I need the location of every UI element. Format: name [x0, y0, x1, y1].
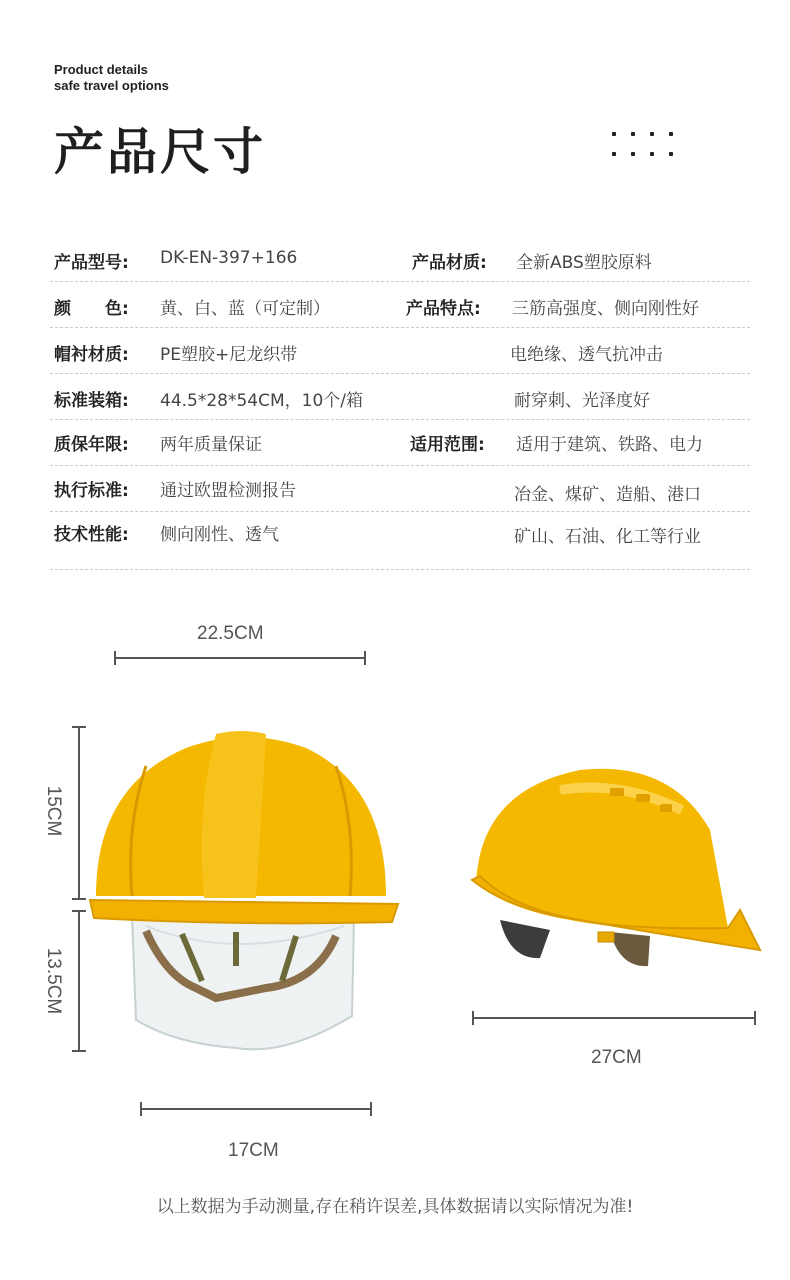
- side-length-label: 27CM: [591, 1047, 642, 1068]
- visor-height-bar: [78, 910, 80, 1052]
- helmet-height-label: 15CM: [43, 785, 64, 837]
- spec-row: [50, 328, 750, 374]
- front-width-label: 22.5CM: [197, 623, 264, 644]
- spec-row: [50, 374, 750, 420]
- spec-value: 44.5*28*54CM，10个/箱: [160, 391, 364, 411]
- spec-value-2: 矿山、石油、化工等行业: [514, 527, 701, 547]
- side-length-bar: [472, 1017, 756, 1019]
- measurement-disclaimer: 以上数据为手动测量,存在稍许误差,具体数据请以实际情况为准!: [156, 1197, 634, 1217]
- spec-value: 黄、白、蓝（可定制）: [160, 299, 330, 319]
- kicker-line-1: Product details: [54, 62, 148, 77]
- spec-value-2: 三筋高强度、侧向刚性好: [512, 299, 699, 319]
- row-divider: [50, 569, 750, 570]
- spec-value-2: 全新ABS塑胶原料: [516, 253, 652, 273]
- front-width-bar: [114, 657, 366, 659]
- spec-value: 侧向刚性、透气: [160, 525, 279, 545]
- spec-label: 颜 色:: [54, 299, 129, 319]
- dots-decoration-icon: [612, 132, 674, 160]
- spec-value: DK-EN-397+166: [160, 248, 298, 268]
- spec-row: [50, 236, 750, 282]
- spec-label: 帽衬材质:: [54, 345, 129, 365]
- helmet-height-bar: [78, 726, 80, 900]
- helmet-side-view-image: [470, 760, 762, 974]
- visor-height-label: 13.5CM: [43, 947, 64, 1015]
- spec-value-2: 电绝缘、透气抗冲击: [510, 345, 663, 365]
- spec-value-2: 耐穿刺、光泽度好: [514, 391, 650, 411]
- spec-value-2: 适用于建筑、铁路、电力: [516, 435, 703, 455]
- spec-label: 产品型号:: [54, 253, 129, 273]
- page-title: 产品尺寸: [54, 123, 266, 181]
- spec-label-2: 产品材质:: [412, 253, 487, 273]
- spec-row: [50, 512, 750, 570]
- spec-label: 质保年限:: [54, 435, 129, 455]
- spec-value: PE塑胶+尼龙织带: [160, 345, 298, 365]
- visor-width-bar: [140, 1108, 372, 1110]
- spec-label: 执行标准:: [54, 481, 129, 501]
- spec-label: 标准装箱:: [54, 391, 129, 411]
- kicker-line-2: safe travel options: [54, 78, 169, 93]
- helmet-front-with-visor-image: [86, 726, 406, 1066]
- spec-row: [50, 466, 750, 512]
- header-kicker: [54, 62, 169, 94]
- spec-label-2: 产品特点:: [406, 299, 481, 319]
- spec-row: [50, 282, 750, 328]
- spec-label: 技术性能:: [54, 525, 129, 545]
- spec-value-2: 冶金、煤矿、造船、港口: [514, 485, 701, 505]
- spec-value: 两年质量保证: [160, 435, 262, 455]
- spec-value: 通过欧盟检测报告: [160, 481, 296, 501]
- spec-row: [50, 420, 750, 466]
- visor-width-label: 17CM: [228, 1140, 279, 1161]
- spec-label-2: 适用范围:: [410, 435, 485, 455]
